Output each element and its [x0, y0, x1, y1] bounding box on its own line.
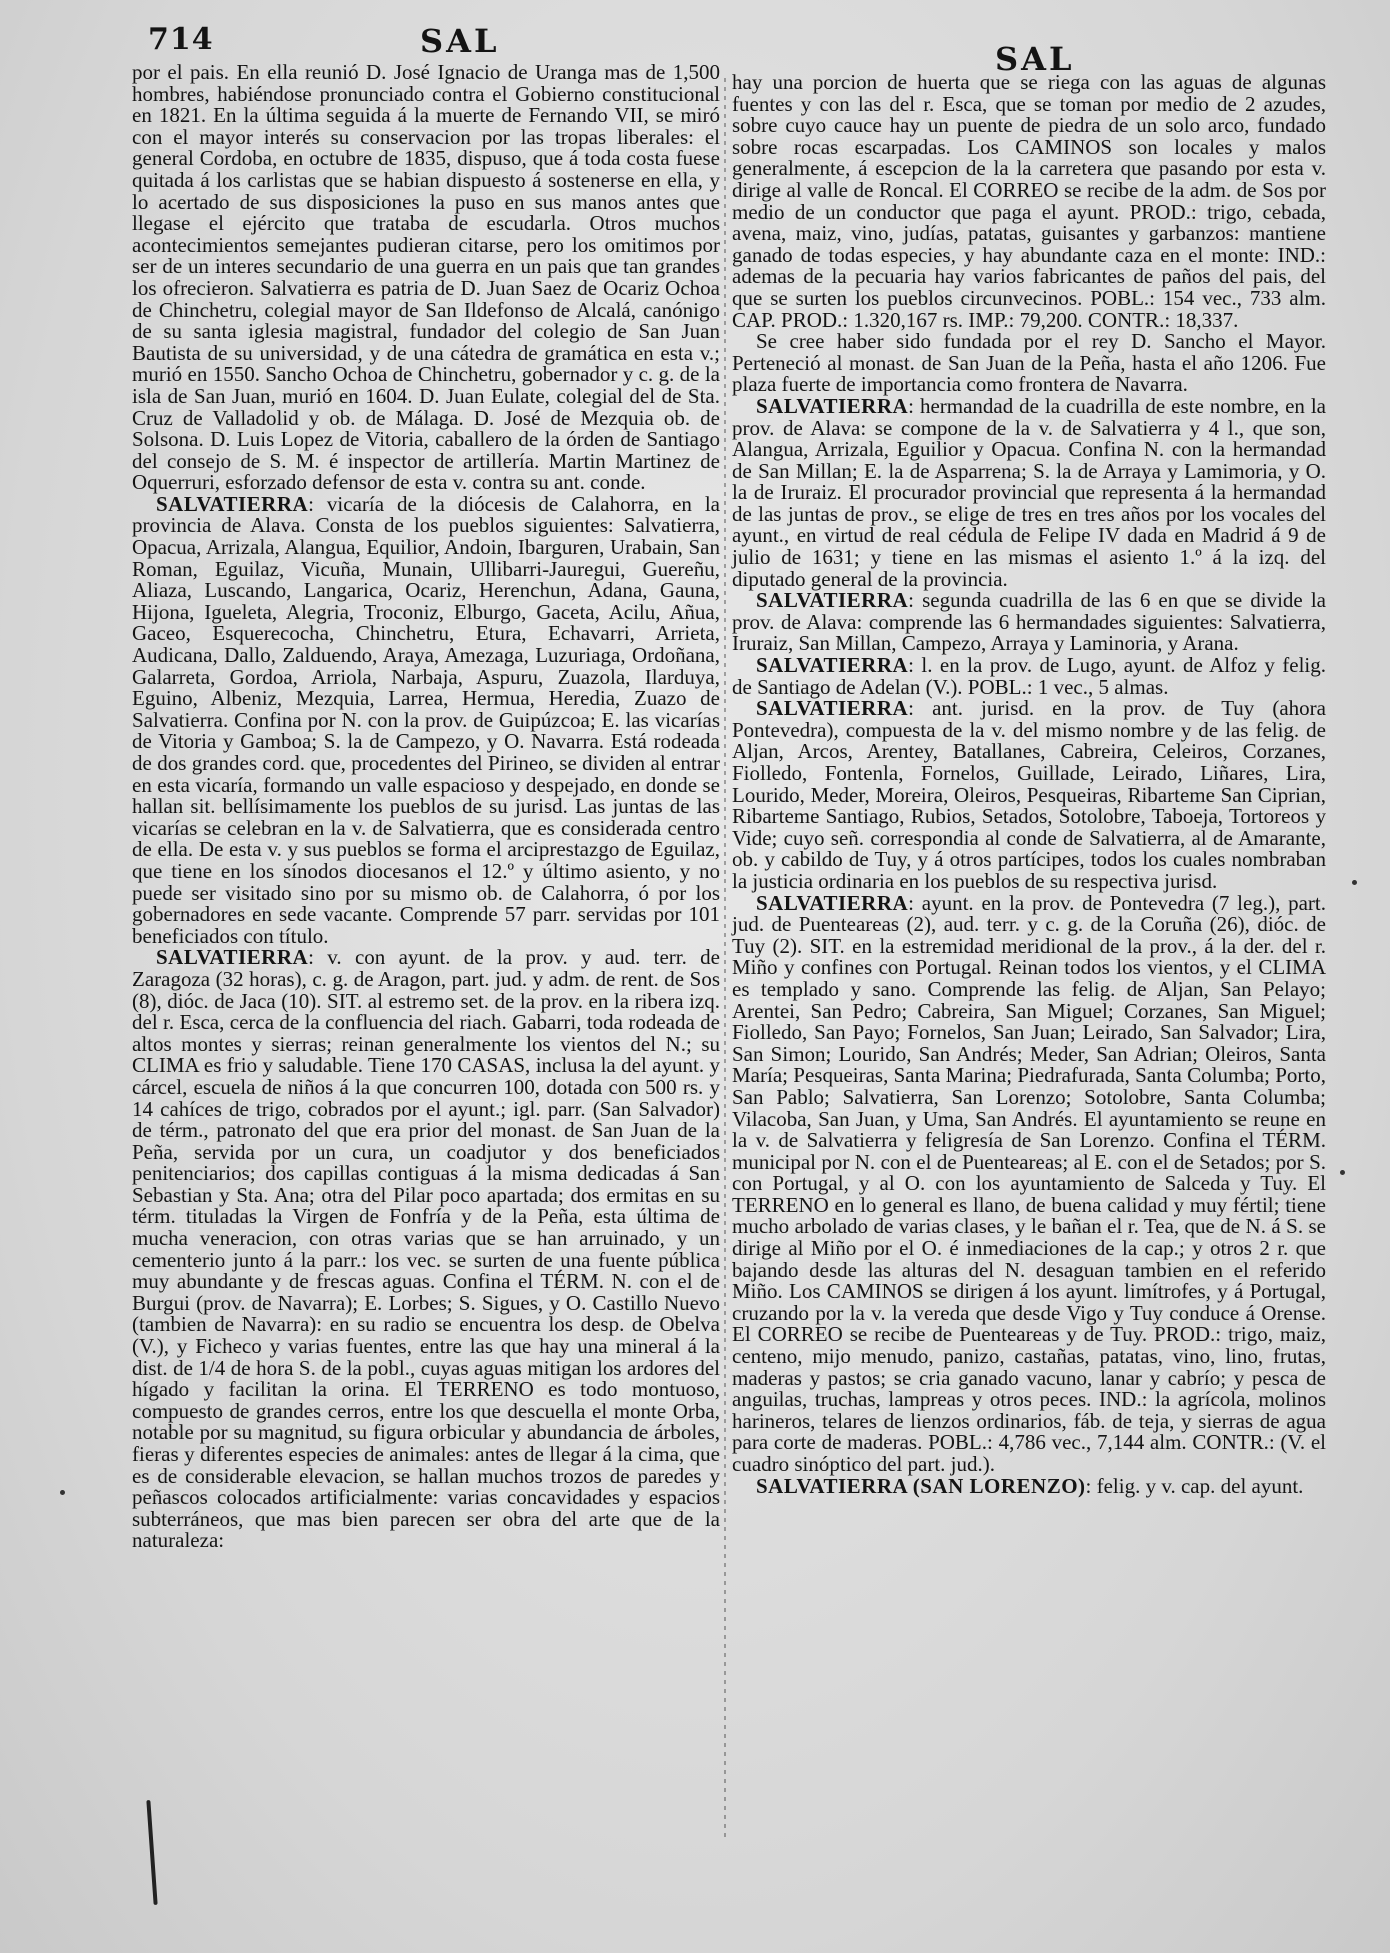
- entry-continuation-text: hay una porcion de huerta que se riega con las aguas de algunas fuentes y con las del r. Esca, que se toman por medio de 2 azudes, sobre cuyo cauce hay un puente de piedra de un solo arco, fundado sobre rocas escarpadas. Los CAMINOS son locales y malos generalmente, á escepcion de la la carretera que pasando por esta v. dirige al valle de Roncal. El CORREO se recibe de la adm. de Sos por medio de un conductor que paga el ayunt. PROD.: trigo, cebada, avena, maiz, vino, judías, patatas, guisantes y garbanzos: mantiene ganado de todas especies, y hay abundante caza en el monte: IND.: ademas de la pecuaria hay varios fabricantes de paños del pais, del que se surten los pueblos circunvecinos. POBL.: 154 vec., 733 alm. CAP. PROD.: 1.320,167 rs. IMP.: 79,200. CONTR.: 18,337.: [732, 70, 1326, 332]
- column-divider: [724, 78, 726, 1838]
- entry-headword: SALVATIERRA: [756, 696, 909, 721]
- running-head-left: SAL: [420, 22, 500, 60]
- entry-salvatierra-ayunt: [732, 890, 1326, 1476]
- ink-speck: [1340, 1170, 1345, 1175]
- entry-body: : l. en la prov. de Lugo, ayunt. de Alfoz y felig. de Santiago de Adelan (V.). POBL.: 1 vec., 5 almas.: [732, 653, 1326, 699]
- entry-body: : felig. y v. cap. del ayunt.: [1085, 1473, 1304, 1498]
- entry-headword: SALVATIERRA: [756, 588, 909, 613]
- entry-salvatierra-vicaria: [132, 491, 720, 948]
- entry-body: : v. con ayunt. de la prov. y aud. terr. de Zaragoza (32 horas), c. g. de Aragon, part. jud. y adm. de rent. de Sos (8), dióc. de Jaca (10). SIT. al estremo set. de la prov. en la ribera izq. del r. Esca, cerca de la confluencia del riach. Gabarri, toda rodeada de altos montes y sierras; reinan generalmente los vientos del N.; su CLIMA es frio y saludable. Tiene 170 CASAS, inclusa la del ayunt. y cárcel, escuela de niños á la que concurren 100, dotada con 500 rs. y 14 cahíces de trigo, cobrados por el ayunt.; igl. parr. (San Salvador) de térm., patronato del que era prior del monast. de San Juan de la Peña, servida por un cura, un coadjutor y dos beneficiados penitenciarios; dos capillas contiguas á la misma dedicadas á San Sebastian y Sta. Ana; otra del Pilar poco apartada; dos ermitas en su térm. tituladas la Virgen de Fonfría y de la Peña, esta última de mucha veneracion, con otras varias que se han arruinado, y un cementerio junto á la parr.: los vec. se surten de una fuente pública muy abundante y de frescas aguas. Confina el TÉRM. N. con el de Burgui (prov. de Navarra); E. Lorbes; S. Sigues, y O. Castillo Nuevo (tambien de Navarra): en su radio se encuentra los desp. de Obelva (V.), y Ficheco y varias fuentes, entre las que hay una mineral á la dist. de 1/4 de hora S. de la pobl., cuyas aguas mitigan los ardores del hígado y facilitan la orina. El TERRENO es todo montuoso, compuesto de grandes cerros, entre los que descuella el monte Orba, notable por su magnitud, su figura orbicular y abundancia de árboles, fieras y diferentes especies de animales: antes de llegar á la cima, que es de considerable elevacion, se hallan muchos trozos de paredes y peñascos colocados artificialmente: varias concavidades y espacios subterráneos, que mas bien parecen ser obra del arte que de la naturaleza:: [132, 945, 720, 1553]
- entry-headword: SALVATIERRA: [756, 653, 909, 678]
- page-number: 714: [148, 22, 214, 57]
- entry-salvatierra-san-lorenzo: [732, 1473, 1326, 1498]
- entry-salvatierra-hermandad: [732, 393, 1326, 591]
- entry-body: : hermandad de la cuadrilla de este nombre, en la prov. de Alava: se compone de la v. de Salvatierra y 4 l., que son, Alangua, Arrizala, Eguilior y Opacua. Confina N. con la hermandad de San Millan; E. la de Asparrena; S. la de Arraya y Lamimoria, y O. la de Iruraiz. El procurador provincial que representa á la hermandad de las juntas de prov., se elige de tres en tres años por los vocales del ayunt., en virtud de real cédula de Felipe IV dada en Madrid á 9 de julio de 1631; y tiene en las mismas el asiento 1.º á la izq. del diputado general de la provincia.: [732, 393, 1326, 591]
- entry-salvatierra-cuadrilla: [732, 590, 1326, 655]
- entry-headword: SALVATIERRA: [756, 393, 909, 418]
- right-column: [732, 72, 1326, 1497]
- entry-body: : ant. jurisd. en la prov. de Tuy (ahora Pontevedra), compuesta de la v. del mismo nombre y de las felig. de Aljan, Arcos, Arentey, Batallanes, Cabreira, Celeiros, Corzanes, Fiolledo, Fontenla, Fornelos, Guillade, Leirado, Liñares, Lira, Lourido, Meder, Moreira, Oleiros, Pesqueiras, Ribarteme San Ciprian, Ribarteme Santiago, Rubios, Setados, Sotolobre, Taboeja, Tortoreos y Vide; cuyo señ. correspondia al conde de Salvatierra, al de Amarante, ob. y cabildo de Tuy, y á otros partícipes, todos los cuales nombraban la justicia ordinaria en los pueblos de su respectiva jurisd.: [732, 696, 1326, 893]
- entry-body: : segunda cuadrilla de las 6 en que se divide la prov. de Alava: comprende las 6 hermandades siguientes: Salvatierra, Iruraiz, San Millan, Campezo, Arraya y Laminoria, y Arana.: [732, 588, 1326, 656]
- entry-salvatierra-jurisd: [732, 698, 1326, 892]
- entry-headword: SALVATIERRA: [156, 945, 309, 970]
- left-column: [132, 62, 720, 1552]
- entry-headword: SALVATIERRA: [756, 890, 909, 915]
- ink-speck: [1352, 880, 1357, 885]
- running-head-right: SAL: [995, 40, 1075, 78]
- entry-salvatierra-lugo: [732, 655, 1326, 698]
- ink-margin-mark: [146, 1800, 157, 1905]
- entry-body: : ayunt. en la prov. de Pontevedra (7 leg.), part. jud. de Puenteareas (2), aud. terr. y c. g. de la Coruña (26), dióc. de Tuy (2). SIT. en la estremidad meridional de la prov., á la der. del r. Miño y confines con Portugal. Reinan todos los vientos, y el CLIMA es templado y sano. Comprende las felig. de Aljan, San Pelayo; Arentei, San Pedro; Cabreira, San Miguel; Corzanes, San Miguel; Fiolledo, San Payo; Fornelos, San Juan; Leirado, San Salvador; Lira, San Simon; Lourido, San Andrés; Meder, San Adrian; Oleiros, Santa María; Pesqueiras, Santa Marina; Piedrafurada, Santa Columba; Porto, San Pablo; Salvatierra, San Lorenzo; Sotolobre, Santa Columba; Vilacoba, San Juan, y Uma, San Andrés. El ayuntamiento se reune en la v. de Salvatierra y feligresía de San Lorenzo. Confina el TÉRM. municipal por N. con el de Puenteareas; al E. con el de Setados; por S. con Portugal, y al O. con los ayuntamiento de Salceda y Tuy. El TERRENO en lo general es llano, de buena calidad y muy fértil; tiene mucho arbolado de varias clases, y le bañan el r. Tea, que de N. á S. se dirige al Miño por el O. é inmediaciones de la cap.; y otros 2 r. que bajando desde las alturas del N. desaguan tambien en el referido Miño. Los CAMINOS se dirigen á los ayunt. limítrofes, y á Portugal, cruzando por la v. la vereda que desde Vigo y Tuy conduce á Orense. El CORREO se recibe de Puenteareas y de Tuy. PROD.: trigo, maiz, centeno, mijo menudo, panizo, castañas, patatas, vino, lino, frutas, maderas y pastos; se cria ganado vacuno, lanar y cabrío; y pesca de anguilas, truchas, lampreas y otros peces. IND.: la agrícola, molinos harineros, telares de lienzos ordinarios, fáb. de teja, y sierras de agua para corte de maderas. POBL.: 4,786 vec., 7,144 alm. CONTR.: (V. el cuadro sinóptico del part. jud.).: [732, 890, 1326, 1476]
- entry-continuation-text: por el pais. En ella reunió D. José Ignacio de Uranga mas de 1,500 hombres, habiéndose pronunciado contra el Gobierno constitucional en 1821. En la última seguida á la muerte de Fernando VII, se miró con el mayor interés su conservacion por las tropas liberales: el general Cordoba, en octubre de 1835, dispuso, que á toda costa fuese quitada á los carlistas que se habian dispuesto á sostenerse en ella, y lo acertado de sus disposiciones la puso en sus manos antes que llegase el ejército que trataba de escudarla. Otros muchos acontecimientos semejantes pudieran citarse, pero los omitimos por ser de un interes secundario de una guerra en un pais que tan grandes los ofrecieron. Salvatierra es patria de D. Juan Saez de Ocariz Ochoa de Chinchetru, colegial mayor de San Ildefonso de Alcalá, canónigo de su santa iglesia magistral, fundador del colegio de San Juan Bautista de su universidad, y de una cátedra de gramática en esta v.; murió en 1550. Sancho Ochoa de Chinchetru, gobernador y c. g. de la isla de San Juan, murió en 1604. D. Juan Eulate, colegial del de Sta. Cruz de Valladolid y ob. de Málaga. D. José de Mezquia ob. de Solsona. D. Luis Lopez de Vitoria, caballero de la órden de Santiago del consejo de S. M. é inspector de artillería. Martin Martinez de Oquerruri, esforzado defensor de esta v. contra su ant. conde.: [132, 60, 720, 495]
- entry-body: : vicaría de la diócesis de Calahorra, en la provincia de Alava. Consta de los pueblos siguientes: Salvatierra, Opacua, Arrizala, Alangua, Equilior, Andoin, Ibarguren, Urabain, San Roman, Eguilaz, Vicuña, Munain, Ullibarri-Jauregui, Guereñu, Aliaza, Luscando, Langarica, Ocariz, Herenchun, Adana, Gauna, Hijona, Igueleta, Alegria, Troconiz, Elburgo, Gaceta, Acilu, Añua, Gaceo, Esquerecocha, Chinchetru, Etura, Echavarri, Arrieta, Audicana, Dallo, Zalduendo, Araya, Amezaga, Luzuriaga, Ordoñana, Galarreta, Gordoa, Arriola, Narbaja, Aspuru, Zuazola, Ilarduya, Eguino, Albeniz, Mezquia, Larrea, Hermua, Heredia, Zuazo de Salvatierra. Confina por N. con la prov. de Guipúzcoa; E. las vicarías de Vitoria y Gamboa; S. la de Campezo, y O. Navarra. Está rodeada de dos grandes cord. que, procedentes del Pirineo, se dividen al entrar en esta vicaría, formando un valle espacioso y despejado, en donde se hallan sit. bellísimamente los pueblos de su jurisd. Las juntas de las vicarías se celebran en la v. de Salvatierra, que es considerada centro de ella. De esta v. y sus pueblos se forma el arciprestazgo de Eguilaz, que tiene en los sínodos diocesanos el 12.º y último asiento, y no puede ser visitado sino por su mismo ob. de Calahorra, ó por los gobernadores en sede vacante. Comprende 57 parr. servidas por 101 beneficiados con título.: [132, 491, 720, 948]
- entry-history-note: Se cree haber sido fundada por el rey D. Sancho el Mayor. Perteneció al monast. de San Juan de la Peña, hasta el año 1206. Fue plaza fuerte de importancia como frontera de Navarra.: [732, 329, 1326, 397]
- entry-salvatierra-villa: [132, 947, 720, 1552]
- entry-headword: SALVATIERRA: [156, 491, 309, 516]
- ink-speck: [60, 1490, 65, 1495]
- entry-headword: SALVATIERRA (SAN LORENZO): [756, 1473, 1086, 1498]
